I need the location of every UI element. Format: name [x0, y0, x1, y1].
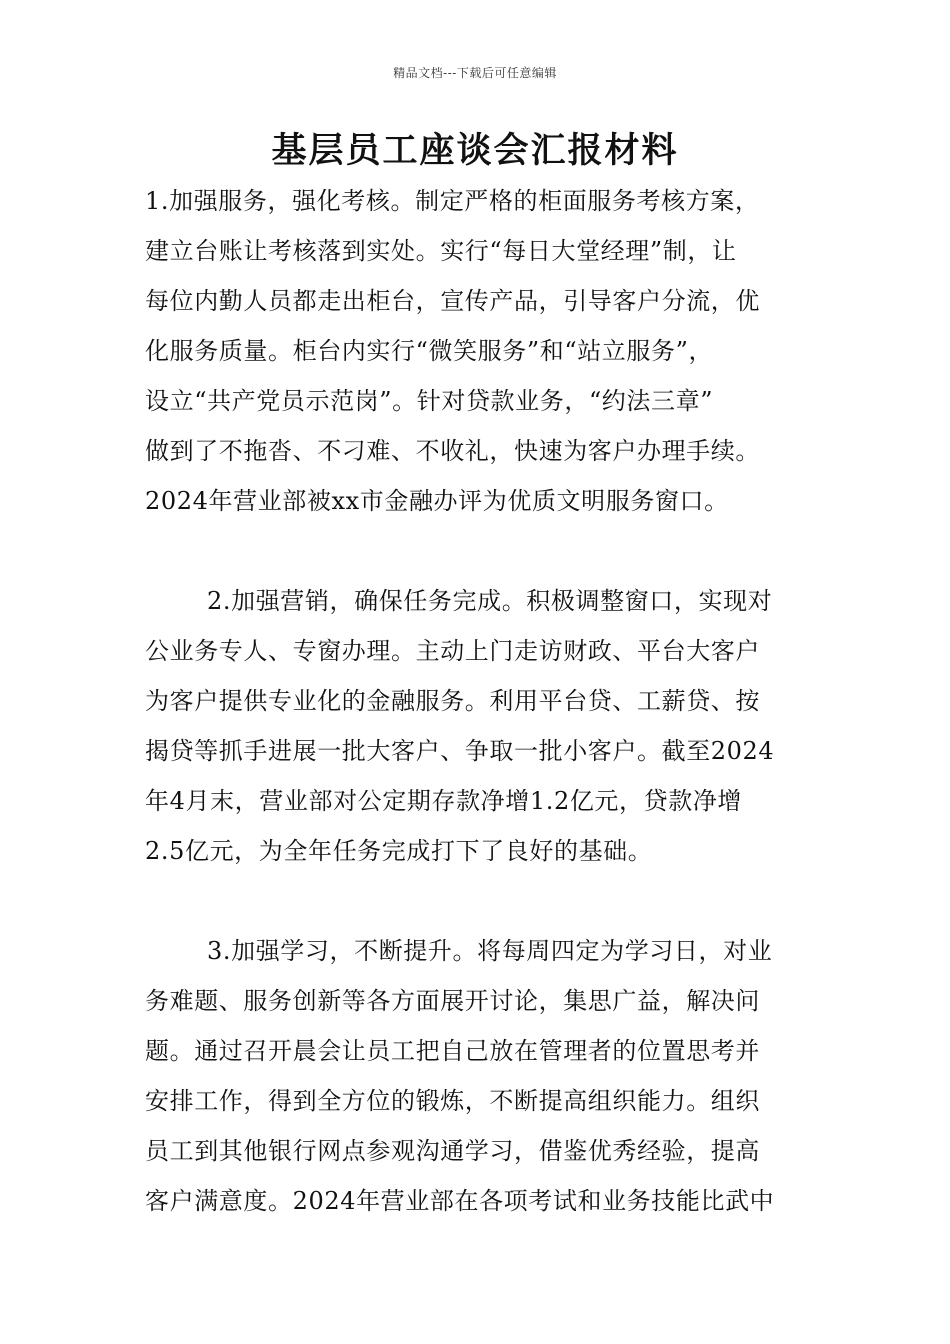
- paragraph-line: 年4月末，营业部对公定期存款净增1.2亿元，贷款净增: [145, 787, 743, 815]
- paragraph-line: 安排工作，得到全方位的锻炼，不断提高组织能力。组织: [145, 1087, 760, 1115]
- paragraph-line: 客户满意度。2024年营业部在各项考试和业务技能比武中: [145, 1187, 775, 1215]
- paragraph-1: [145, 176, 815, 526]
- document-title: 基层员工座谈会汇报材料: [271, 130, 679, 171]
- paragraph-3: [145, 926, 815, 1226]
- paragraph-line: 建立台账让考核落到实处。实行“每日大堂经理”制，让: [145, 237, 737, 265]
- paragraph-line: 1.加强服务，强化考核。制定严格的柜面服务考核方案，: [145, 187, 760, 215]
- paragraph-line: 化服务质量。柜台内实行“微笑服务”和“站立服务”，: [145, 337, 714, 365]
- paragraph-line: 2.5亿元，为全年任务完成打下了良好的基础。: [145, 837, 653, 865]
- paragraph-line: 设立“共产党员示范岗”。针对贷款业务，“约法三章”: [145, 387, 714, 415]
- paragraph-line: 公业务专人、专窗办理。主动上门走访财政、平台大客户: [145, 637, 760, 665]
- paragraph-line: 为客户提供专业化的金融服务。利用平台贷、工薪贷、按: [145, 687, 760, 715]
- paragraph-line: 务难题、服务创新等各方面展开讨论，集思广益，解决问: [145, 987, 760, 1015]
- paragraph-line: 3.加强学习，不断提升。将每周四定为学习日，对业: [207, 937, 773, 965]
- paragraph-line: 做到了不拖沓、不刁难、不收礼，快速为客户办理手续。: [145, 437, 760, 465]
- paragraph-line: 揭贷等抓手进展一批大客户、争取一批小客户。截至2024: [145, 737, 775, 765]
- paragraph-line: 每位内勤人员都走出柜台，宣传产品，引导客户分流，优: [145, 287, 760, 315]
- paragraph-line: 2.加强营销，确保任务完成。积极调整窗口，实现对: [207, 587, 773, 615]
- paragraph-2: [145, 576, 815, 876]
- paragraph-line: 员工到其他银行网点参观沟通学习，借鉴优秀经验，提高: [145, 1137, 760, 1165]
- paragraph-line: 题。通过召开晨会让员工把自己放在管理者的位置思考并: [145, 1037, 760, 1065]
- header-note: 精品文档---下载后可任意编辑: [393, 66, 557, 80]
- paragraph-line: 2024年营业部被xx市金融办评为优质文明服务窗口。: [145, 487, 729, 515]
